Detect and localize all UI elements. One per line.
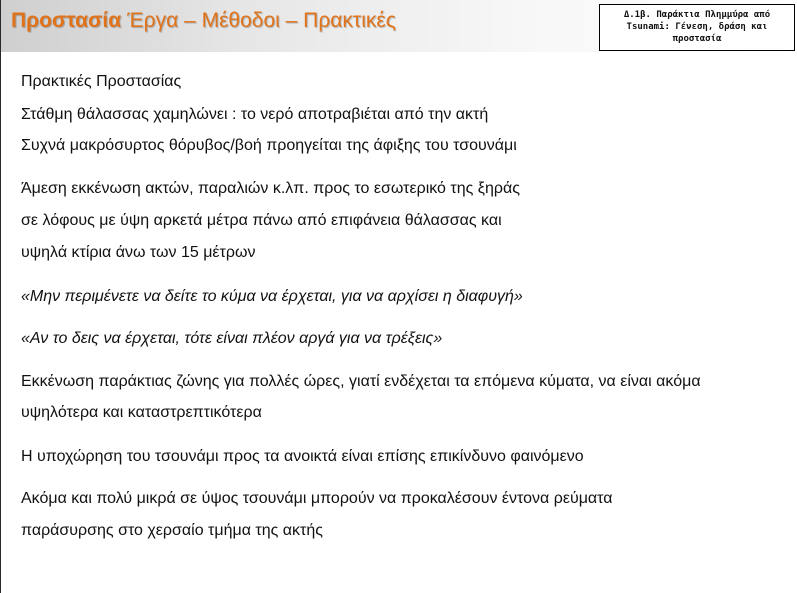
quote-line: «Αν το δεις να έρχεται, τότε είναι πλέον αργά για να τρέξεις» (21, 330, 443, 347)
body-line: Στάθμη θάλασσας χαμηλώνει : το νερό αποτραβιέται από την ακτή (21, 106, 489, 123)
body-line: υψηλά κτίρια άνω των 15 μέτρων (21, 244, 256, 261)
body-line: Εκκένωση παράκτιας ζώνης για πολλές ώρες, γιατί ενδέχεται τα επόμενα κύματα, να είναι ακόμα (21, 373, 701, 390)
reference-line: Tsunami: Γένεση, δράση και (626, 22, 768, 32)
body-line: Η υποχώρηση του τσουνάμι προς τα ανοικτά είναι επίσης επικίνδυνο φαινόμενο (21, 448, 584, 465)
title-accent: Προστασία (11, 9, 122, 32)
body-line: Συχνά μακρόσυρτος θόρυβος/βοή προηγείται της άφιξης του τσουνάμι (21, 137, 517, 154)
quote-line: «Μην περιμένετε να δείτε το κύμα να έρχεται, για να αρχίσει η διαφυγή» (21, 288, 523, 305)
body-line: σε λόφους με ύψη αρκετά μέτρα πάνω από επιφάνεια θάλασσας και (21, 212, 502, 229)
body-line: Άμεση εκκένωση ακτών, παραλιών κ.λπ. προς το εσωτερικό της ξηράς (21, 180, 520, 197)
body-line: Ακόμα και πολύ μικρά σε ύψος τσουνάμι μπορούν να προκαλέσουν έντονα ρεύματα (21, 490, 613, 507)
section-heading: Πρακτικές Προστασίας (21, 73, 182, 90)
course-reference-box (599, 4, 795, 51)
reference-line: Δ.1β. Παράκτια Πλημμύρα από (623, 10, 771, 20)
reference-line: προστασία (672, 34, 722, 44)
body-line: υψηλότερα και καταστρεπτικότερα (21, 404, 262, 421)
slide-title (11, 9, 396, 33)
title-subtitle: Έργα – Μέθοδοι – Πρακτικές (127, 9, 396, 32)
body-line: παράσυρσης στο χερσαίο τμήμα της ακτής (21, 522, 323, 539)
